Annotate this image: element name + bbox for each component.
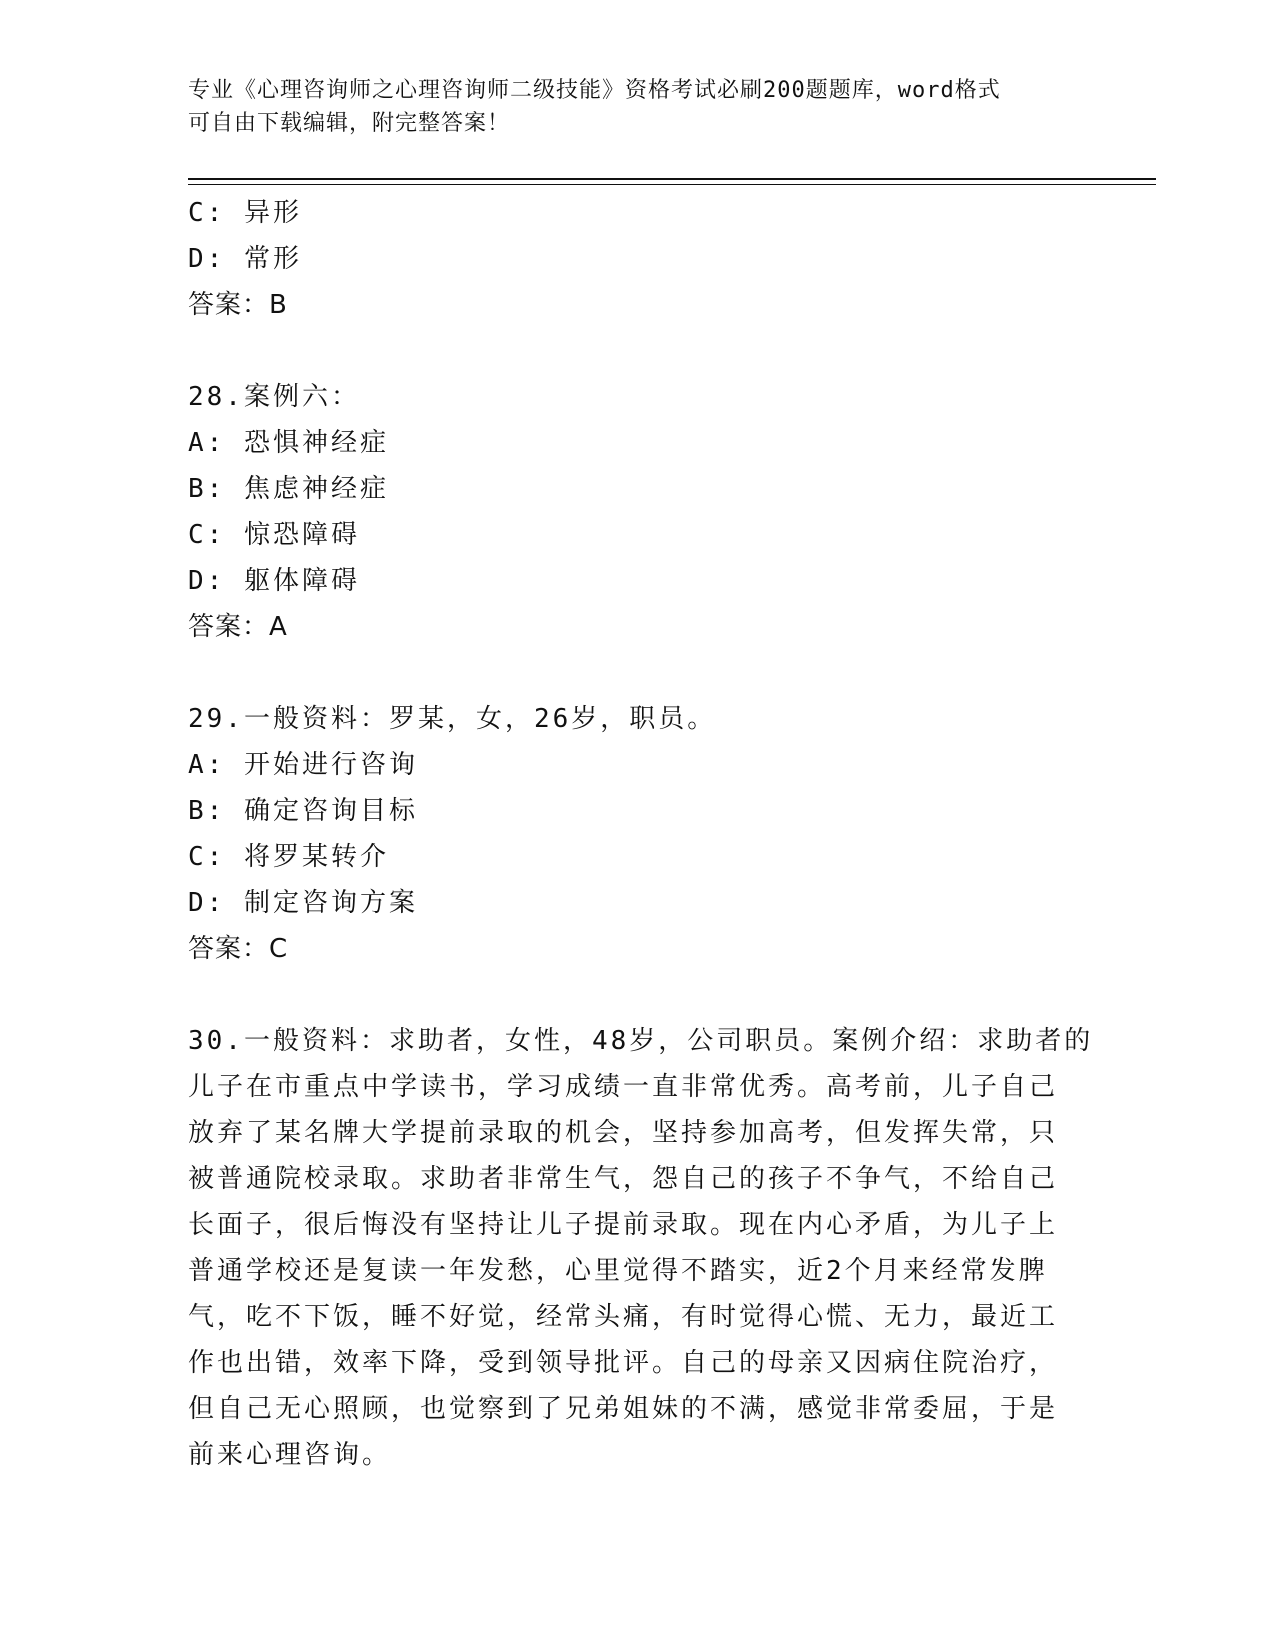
question-stem-line: 但自己无心照顾，也觉察到了兄弟姐妹的不满，感觉非常委屈，于是 (188, 1394, 1059, 1424)
question-stem-line: 30.一般资料：求助者，女性，48岁，公司职员。案例介绍：求助者的 (188, 1026, 1094, 1056)
option-b: B: 确定咨询目标 (188, 796, 418, 826)
header-title-line-2: 可自由下载编辑，附完整答案！ (188, 111, 511, 136)
question-list (188, 190, 1094, 1478)
document-header (188, 74, 1068, 140)
option-d: D: 常形 (188, 244, 302, 274)
question-stem-line: 长面子，很后悔没有坚持让儿子提前录取。现在内心矛盾，为儿子上 (188, 1210, 1059, 1240)
answer-line: 答案：B (188, 290, 288, 320)
spacer (188, 972, 1088, 1018)
option-c: C: 惊恐障碍 (188, 520, 360, 550)
question-stem: 28.案例六： (188, 382, 360, 412)
question-stem-line: 前来心理咨询。 (188, 1440, 392, 1470)
answer-line: 答案：A (188, 612, 288, 642)
option-c: C: 异形 (188, 198, 302, 228)
question-stem: 29.一般资料：罗某，女，26岁，职员。 (188, 704, 717, 734)
prev-question (188, 190, 1088, 328)
question-stem-line: 普通学校还是复读一年发愁，心里觉得不踏实，近2个月来经常发脾 (188, 1256, 1048, 1286)
option-d: D: 躯体障碍 (188, 566, 360, 596)
question-stem-line: 作也出错，效率下降，受到领导批评。自己的母亲又因病住院治疗， (188, 1348, 1059, 1378)
option-a: A: 恐惧神经症 (188, 428, 389, 458)
option-a: A: 开始进行咨询 (188, 750, 418, 780)
header-divider-thin (188, 184, 1156, 185)
spacer (188, 650, 1088, 696)
option-c: C: 将罗某转介 (188, 842, 389, 872)
question-stem-line: 放弃了某名牌大学提前录取的机会，坚持参加高考，但发挥失常，只 (188, 1118, 1059, 1148)
spacer (188, 328, 1088, 374)
header-divider-thick (188, 178, 1156, 180)
option-b: B: 焦虑神经症 (188, 474, 389, 504)
question-stem-line: 气，吃不下饭，睡不好觉，经常头痛，有时觉得心慌、无力，最近工 (188, 1302, 1059, 1332)
answer-line: 答案：C (188, 934, 289, 964)
option-d: D: 制定咨询方案 (188, 888, 418, 918)
question-stem-line: 被普通院校录取。求助者非常生气，怨自己的孩子不争气，不给自己 (188, 1164, 1059, 1194)
question-30 (188, 1018, 1094, 1478)
question-29 (188, 696, 1088, 972)
question-28 (188, 374, 1088, 650)
question-stem-line: 儿子在市重点中学读书，学习成绩一直非常优秀。高考前，儿子自己 (188, 1072, 1059, 1102)
header-title-line-1: 专业《心理咨询师之心理咨询师二级技能》资格考试必刷200题题库，word格式 (188, 78, 1001, 103)
